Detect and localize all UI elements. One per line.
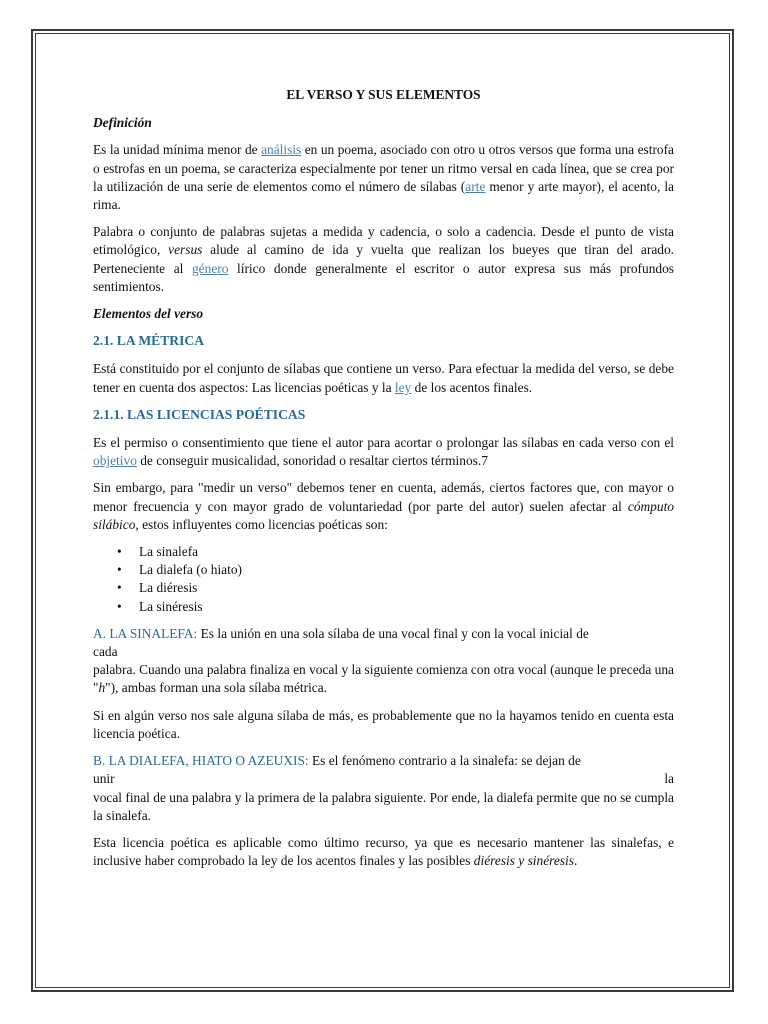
sinalefa-note-paragraph: Si en algún verso nos sale alguna sílaba de más, es probablemente que no la hayamos tenido en cuenta esta licencia poética. (93, 707, 674, 741)
link-ley[interactable]: ley (394, 379, 412, 395)
sinalefa-label: A. LA SINALEFA: (93, 625, 198, 641)
metrica-paragraph: Está constituido por el conjunto de sílabas que contiene un verso. Para efectuar la medida del verso, se debe tener en cuenta dos aspectos: Las licencias poéticas y la ley de los acentos finales. (93, 361, 674, 395)
dialefa-spread-line: unir la (93, 771, 674, 787)
section-heading-metrica: 2.1. LA MÉTRICA (93, 333, 205, 349)
sinalefa-paragraph: A. LA SINALEFA: Es la unión en una sola sílaba de una vocal final y con la vocal inicial de cada palabra. Cuando una palabra finaliza en vocal y la siguiente comienza con otra vocal (aunque le preceda una "h"), ambas forman una sola sílaba métrica. (93, 625, 674, 696)
link-genero[interactable]: género (191, 260, 229, 276)
link-arte[interactable]: arte (465, 178, 486, 194)
definicion-heading: Definición (93, 115, 152, 131)
list-item: • La dialefa (o hiato) (139, 561, 674, 579)
bullet-icon: • (117, 580, 122, 596)
document-title: EL VERSO Y SUS ELEMENTOS (286, 87, 481, 102)
list-item: • La sinéresis (139, 598, 674, 616)
dialefa-note-paragraph: Esta licencia poética es aplicable como último recurso, ya que es necesario mantener las sinalefas, e inclusive haber comprobado la ley de los acentos finales y las posibles diéresis y sinéresis. (93, 834, 674, 869)
definicion-paragraph-1: Es la unidad mínima menor de análisis en un poema, asociado con otro u otros versos que forma una estrofa o estrofas en un poema, se caracteriza especialmente por tener un ritmo versal en cada línea, que se crea por la utilización de una serie de elementos como el número de sílabas (arte menor y arte mayor), el acento, la rima. (93, 142, 674, 213)
bullet-icon: • (117, 598, 122, 614)
section-heading-licencias: 2.1.1. LAS LICENCIAS POÉTICAS (93, 406, 306, 422)
link-objetivo[interactable]: objetivo (93, 453, 137, 469)
licencias-paragraph-2: Sin embargo, para "medir un verso" debemos tener en cuenta, además, ciertos factores que, con mayor o menor frecuencia y con mayor grado de voluntariedad (por parte del autor) suelen afectar al cómputo silábico, estos influyentes como licencias poéticas son: (93, 480, 674, 532)
bullet-icon: • (117, 562, 122, 578)
document-page (93, 86, 674, 879)
dialefa-paragraph: vocal final de una palabra y la primera de la palabra siguiente. Por ende, la dialefa permite que no se cumpla la sinalefa. (93, 789, 674, 823)
elementos-heading: Elementos del verso (93, 306, 204, 322)
definicion-paragraph-2: Palabra o conjunto de palabras sujetas a medida y cadencia, o solo a cadencia. Desde el punto de vista etimológico, versus alude al camino de ida y vuelta que realizan los bueyes que tiran del arado. Perteneciente al género lírico donde generalmente el escritor o autor expresa sus más profundos sentimientos. (93, 224, 674, 294)
dialefa-paragraph-line1: B. LA DIALEFA, HIATO O AZEUXIS: Es el fenómeno contrario a la sinalefa: se dejan de (93, 753, 581, 769)
dialefa-label: B. LA DIALEFA, HIATO O AZEUXIS: (93, 753, 309, 769)
list-item: • La diéresis (139, 579, 674, 597)
bullet-icon: • (117, 544, 122, 560)
licencias-paragraph-1: Es el permiso o consentimiento que tiene el autor para acortar o prolongar las sílabas en cada verso con el objetivo de conseguir musicalidad, sonoridad o resaltar ciertos términos.7 (93, 435, 674, 469)
licencias-list (93, 543, 674, 616)
list-item: • La sinalefa (139, 543, 674, 561)
link-analisis[interactable]: análisis (261, 142, 302, 158)
